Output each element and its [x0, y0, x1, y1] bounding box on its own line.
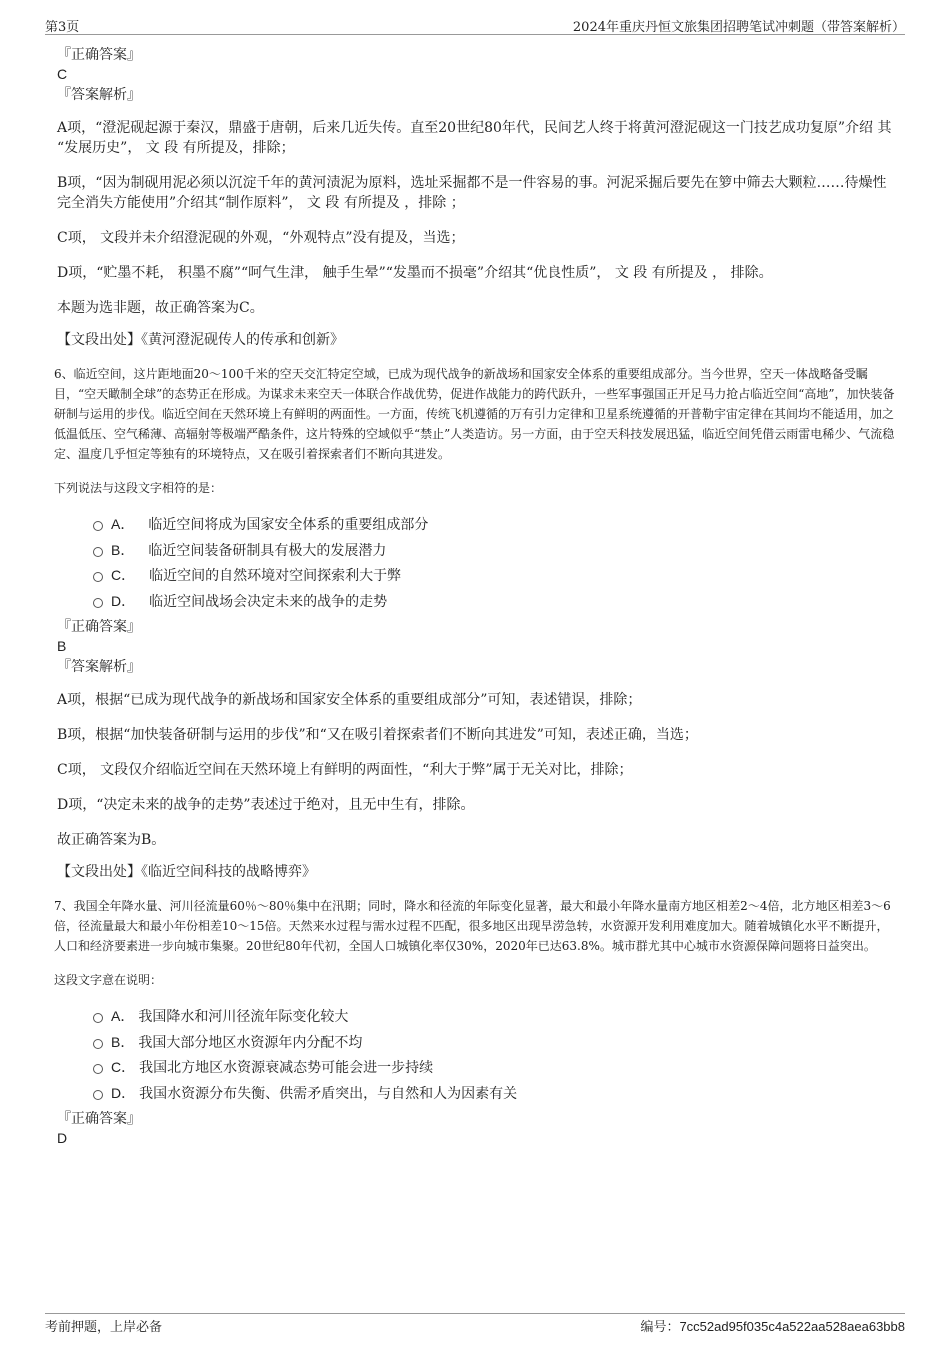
question-prompt: 下列说法与这段文字相符的是： — [54, 481, 223, 495]
source-citation: 【文段出处】《黄河澄泥砚传人的传承和创新》 — [57, 332, 344, 348]
analysis-paragraph: A项，“澄泥砚起源于秦汉，鼎盛于唐朝，后来几近失传。直至20世纪80年代，民间艺人终于将黄河澄泥砚这一门技艺成功复原”介绍 其 “发展历史”， 文 段 有所提及，排除； — [57, 120, 892, 156]
question-text: 6、临近空间，这片距地面20～100千米的空天交汇特定空域，已成为现代战争的新战场和国家安全体系的重要组成部分。当今世界，空天一体战略备受瞩目，“空天瞰制全球”的态势正在形成。为谋求未来空天一体联合作战优势，促进作战能力的跨代跃升，一些军事强国正开足马力抢占临近空间“高地”，加快装备研制与运用的步伐。临近空间在天然环境上有鲜明的两面性。一方面，传统飞机遵循的万有引力定律和卫星系统遵循的开普勒宇宙定律在其间均不能适用，加之低温低压、空气稀薄、高辐射等极端严酷条件，这片特殊的空域似乎“禁止”人类造访。另一方面，由于空天科技发展迅猛，临近空间凭借云雨雷电稀少、气流稳定、温度几乎恒定等独有的环境特点，又在吸引着探索者们不断向其进发。 — [54, 367, 895, 461]
radio-icon[interactable] — [93, 572, 103, 582]
analysis-paragraph: D项，“贮墨不耗， 积墨不腐”“呵气生津， 触手生晕”“发墨而不损毫”介绍其“优良性质”， 文 段 有所提及 ， 排除。 — [57, 265, 773, 281]
analysis-label: 『答案解析』 — [57, 659, 141, 675]
question-prompt: 这段文字意在说明： — [54, 973, 163, 987]
option-a[interactable]: A． 临近空间将成为国家安全体系的重要组成部分 — [91, 512, 897, 538]
question-text: 7、我国全年降水量、河川径流量60％～80％集中在汛期；同时，降水和径流的年际变化显著，最大和最小年降水量南方地区相差2～4倍，北方地区相差3～6倍，径流量最大和最小年份相差10～15倍。天然来水过程与需水过程不匹配，很多地区出现旱涝急转，水资源开发利用难度加大。随着城镇化水平不断提升，人口和经济要素进一步向城市集聚。20世纪80年代初，全国人口城镇化率仅30%，2020年已达63.8%。城市群尤其中心城市水资源保障问题将日益突出。 — [54, 899, 891, 953]
question-5-tail — [57, 46, 897, 350]
radio-icon[interactable] — [93, 521, 103, 531]
analysis-label: 『答案解析』 — [57, 87, 141, 103]
page-content — [54, 46, 897, 1148]
option-list — [91, 512, 897, 614]
analysis-paragraph: D项，“决定未来的战争的走势”表述过于绝对，且无中生有，排除。 — [57, 797, 475, 813]
option-d[interactable]: D． 临近空间战场会决定未来的战争的走势 — [91, 589, 897, 615]
analysis-conclusion: 本题为选非题，故正确答案为C。 — [57, 300, 264, 316]
option-b[interactable]: B． 临近空间装备研制具有极大的发展潜力 — [91, 538, 897, 564]
radio-icon[interactable] — [93, 1090, 103, 1100]
option-c[interactable]: C． 我国北方地区水资源衰减态势可能会进一步持续 — [91, 1055, 897, 1081]
page-footer — [45, 1313, 905, 1335]
option-list — [91, 1004, 897, 1106]
radio-icon[interactable] — [93, 1064, 103, 1074]
radio-icon[interactable] — [93, 1013, 103, 1023]
answer-value: B — [57, 638, 67, 654]
analysis-paragraph: B项，根据“加快装备研制与运用的步伐”和“又在吸引着探索者们不断向其进发”可知，表述正确，当选； — [57, 727, 698, 743]
analysis-paragraph: C项， 文段仅介绍临近空间在天然环境上有鲜明的两面性，“利大于弊”属于无关对比，排除； — [57, 762, 633, 778]
radio-icon[interactable] — [93, 598, 103, 608]
question-6 — [54, 364, 897, 614]
answer-label: 『正确答案』 — [57, 1111, 141, 1127]
answer-value: C — [57, 66, 68, 82]
analysis-paragraph: C项， 文段并未介绍澄泥砚的外观，“外观特点”没有提及，当选； — [57, 230, 465, 246]
document-title: 2024年重庆丹恒文旅集团招聘笔试冲刺题（带答案解析） — [572, 20, 905, 35]
page-number: 第3页 — [45, 20, 80, 35]
analysis-conclusion: 故正确答案为B。 — [57, 832, 166, 848]
option-c[interactable]: C． 临近空间的自然环境对空间探索利大于弊 — [91, 563, 897, 589]
radio-icon[interactable] — [93, 1039, 103, 1049]
question-7-answer — [57, 1110, 897, 1148]
option-d[interactable]: D． 我国水资源分布失衡、供需矛盾突出，与自然和人为因素有关 — [91, 1081, 897, 1107]
option-a[interactable]: A． 我国降水和河川径流年际变化较大 — [91, 1004, 897, 1030]
footer-slogan: 考前押题，上岸必备 — [45, 1320, 163, 1335]
option-b[interactable]: B． 我国大部分地区水资源年内分配不均 — [91, 1030, 897, 1056]
answer-value: D — [57, 1130, 68, 1146]
analysis-paragraph: A项，根据“已成为现代战争的新战场和国家安全体系的重要组成部分”可知，表述错误，排除； — [57, 692, 642, 708]
answer-label: 『正确答案』 — [57, 619, 141, 635]
radio-icon[interactable] — [93, 547, 103, 557]
page-header — [45, 16, 905, 35]
document-id: 编号：7cc52ad95f035c4a522aa528aea63bb8 — [640, 1319, 905, 1334]
source-citation: 【文段出处】《临近空间科技的战略博弈》 — [57, 864, 316, 880]
answer-label: 『正确答案』 — [57, 47, 141, 63]
question-6-answer — [57, 618, 897, 882]
question-7 — [54, 896, 897, 1106]
analysis-paragraph: B项，“因为制砚用泥必须以沉淀千年的黄河渍泥为原料，选址采掘都不是一件容易的事。河泥采掘后要先在箩中筛去大颗粒……待燥性完全消失方能使用”介绍其“制作原料”， 文 段 有所提及 ，排除 ； — [57, 175, 887, 211]
